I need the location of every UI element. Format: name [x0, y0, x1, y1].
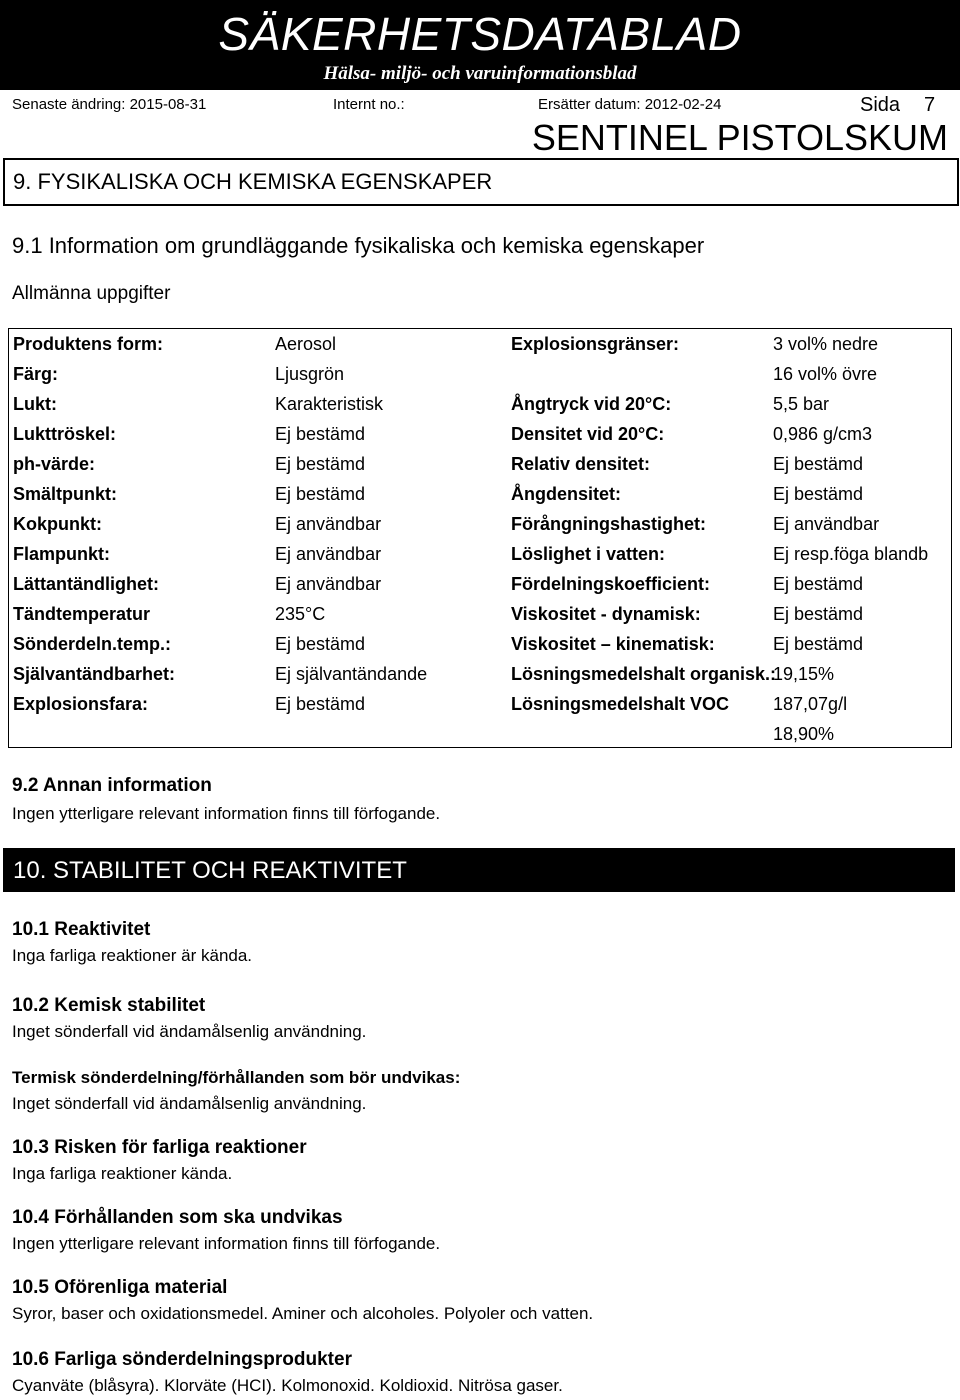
- property-row: [9, 389, 951, 419]
- property-value: Ej bestämd: [773, 604, 864, 624]
- property-row: [9, 599, 951, 629]
- section-9-heading: [3, 158, 959, 206]
- subsection-text: Cyanväte (blåsyra). Klorväte (HCI). Kolmonoxid. Koldioxid. Nitrösa gaser.: [12, 1376, 563, 1395]
- property-value: Ljusgrön: [275, 364, 345, 384]
- properties-table: [8, 328, 952, 748]
- property-label: Ångdensitet:: [511, 484, 621, 504]
- property-label: Lukttröskel:: [13, 424, 117, 444]
- property-value: 187,07g/l: [773, 694, 848, 714]
- section-10-heading: [3, 848, 955, 892]
- last-change-date: Senaste ändring: 2015-08-31: [12, 96, 207, 113]
- subsection-text: Inga farliga reaktioner kända.: [12, 1164, 233, 1183]
- property-row: [9, 569, 951, 599]
- property-label: Flampunkt:: [13, 544, 110, 564]
- property-value: Ej bestämd: [275, 634, 366, 654]
- subsection-heading: 10.2 Kemisk stabilitet: [12, 995, 206, 1016]
- property-value: Ej bestämd: [275, 454, 366, 474]
- property-value: 0,986 g/cm3: [773, 424, 873, 444]
- property-label: Självantändbarhet:: [13, 664, 176, 684]
- page-label: Sida: [860, 94, 901, 116]
- subsection-9-2-text: Ingen ytterligare relevant information finns till förfogande.: [12, 804, 441, 823]
- property-row: [9, 509, 951, 539]
- property-value: Ej självantändande: [275, 664, 428, 684]
- subsection-text: Ingen ytterligare relevant information finns till förfogande.: [12, 1234, 441, 1253]
- property-label: Explosionsgränser:: [511, 334, 680, 354]
- property-row: [9, 449, 951, 479]
- property-label: Förångningshastighet:: [511, 514, 706, 534]
- subsection-9-2-title: 9.2 Annan information: [12, 775, 212, 796]
- property-value: 5,5 bar: [773, 394, 830, 414]
- product-name: SENTINEL PISTOLSKUM: [531, 117, 948, 158]
- property-label: Viskositet – kinematisk:: [511, 634, 715, 654]
- property-label: Lösningsmedelshalt VOC: [511, 694, 730, 714]
- property-row: [9, 629, 951, 659]
- page-indicator: [860, 94, 935, 116]
- property-label: Lättantändlighet:: [13, 574, 159, 594]
- property-value: Ej användbar: [275, 514, 382, 534]
- subsection-heading: 10.3 Risken för farliga reaktioner: [12, 1137, 307, 1158]
- property-value: Ej användbar: [275, 544, 382, 564]
- property-value: Ej bestämd: [275, 424, 366, 444]
- property-label: Lösningsmedelshalt organisk.:: [511, 664, 777, 684]
- property-label: Färg:: [13, 364, 58, 384]
- property-value: Ej bestämd: [773, 454, 864, 474]
- property-value: Ej användbar: [275, 574, 382, 594]
- property-row: [9, 539, 951, 569]
- section-9-title: 9. FYSIKALISKA OCH KEMISKA EGENSKAPER: [13, 169, 493, 194]
- document-title: SÄKERHETSDATABLAD: [218, 8, 742, 60]
- property-label: ph-värde:: [13, 454, 96, 474]
- property-row: [9, 719, 951, 749]
- property-row: [9, 479, 951, 509]
- property-label: Smältpunkt:: [13, 484, 118, 504]
- property-label: Viskositet - dynamisk:: [511, 604, 701, 624]
- property-row: [9, 359, 951, 389]
- property-label: Ångtryck vid 20°C:: [511, 394, 672, 414]
- document-header: [0, 0, 960, 90]
- property-label: Densitet vid 20°C:: [511, 424, 665, 444]
- property-row: [9, 689, 951, 719]
- property-value: Ej bestämd: [275, 484, 366, 504]
- subsection-text: Syror, baser och oxidationsmedel. Aminer och alcoholes. Polyoler och vatten.: [12, 1304, 594, 1323]
- subsection-heading: 10.1 Reaktivitet: [12, 919, 151, 940]
- property-label: Löslighet i vatten:: [511, 544, 666, 564]
- document-subtitle: Hälsa- miljö- och varuinformationsblad: [323, 63, 637, 84]
- subsection-text: Inget sönderfall vid ändamålsenlig användning.: [12, 1022, 367, 1041]
- property-label: Explosionsfara:: [13, 694, 149, 714]
- subsection-heading: Termisk sönderdelning/förhållanden som bör undvikas:: [12, 1068, 461, 1087]
- property-label: Produktens form:: [13, 334, 164, 354]
- property-label: Tändtemperatur: [13, 604, 151, 624]
- property-value: Ej bestämd: [773, 634, 864, 654]
- general-info-label: Allmänna uppgifter: [12, 283, 171, 304]
- property-value: Ej bestämd: [275, 694, 366, 714]
- replaces-date: Ersätter datum: 2012-02-24: [538, 96, 722, 113]
- property-row: [9, 659, 951, 689]
- property-label: Lukt:: [13, 394, 57, 414]
- property-value: Ej bestämd: [773, 484, 864, 504]
- property-value: Ej användbar: [773, 514, 880, 534]
- property-label: Kokpunkt:: [13, 514, 102, 534]
- property-value: 18,90%: [773, 724, 835, 744]
- internal-number: Internt no.:: [333, 96, 405, 113]
- subsection-heading: 10.4 Förhållanden som ska undvikas: [12, 1207, 343, 1228]
- property-value: Ej resp.föga blandb: [773, 544, 929, 564]
- property-value: 3 vol% nedre: [773, 334, 879, 354]
- page-number: 7: [924, 94, 936, 116]
- property-label: Relativ densitet:: [511, 454, 651, 474]
- property-value: 19,15%: [773, 664, 835, 684]
- subsection-heading: 10.5 Oförenliga material: [12, 1277, 228, 1298]
- property-value: Ej bestämd: [773, 574, 864, 594]
- property-row: [9, 419, 951, 449]
- subsection-9-1-title: 9.1 Information om grundläggande fysikaliska och kemiska egenskaper: [12, 233, 705, 258]
- property-value: Aerosol: [275, 334, 337, 354]
- property-row: [9, 329, 951, 359]
- property-label: Fördelningskoefficient:: [511, 574, 711, 594]
- property-label: Sönderdeln.temp.:: [13, 634, 172, 654]
- property-value: Karakteristisk: [275, 394, 384, 414]
- subsection-text: Inget sönderfall vid ändamålsenlig användning.: [12, 1094, 367, 1113]
- subsection-text: Inga farliga reaktioner är kända.: [12, 946, 253, 965]
- subsection-heading: 10.6 Farliga sönderdelningsprodukter: [12, 1349, 352, 1370]
- property-value: 16 vol% övre: [773, 364, 878, 384]
- property-value: 235°C: [275, 604, 326, 624]
- section-10-title: 10. STABILITET OCH REAKTIVITET: [13, 857, 407, 884]
